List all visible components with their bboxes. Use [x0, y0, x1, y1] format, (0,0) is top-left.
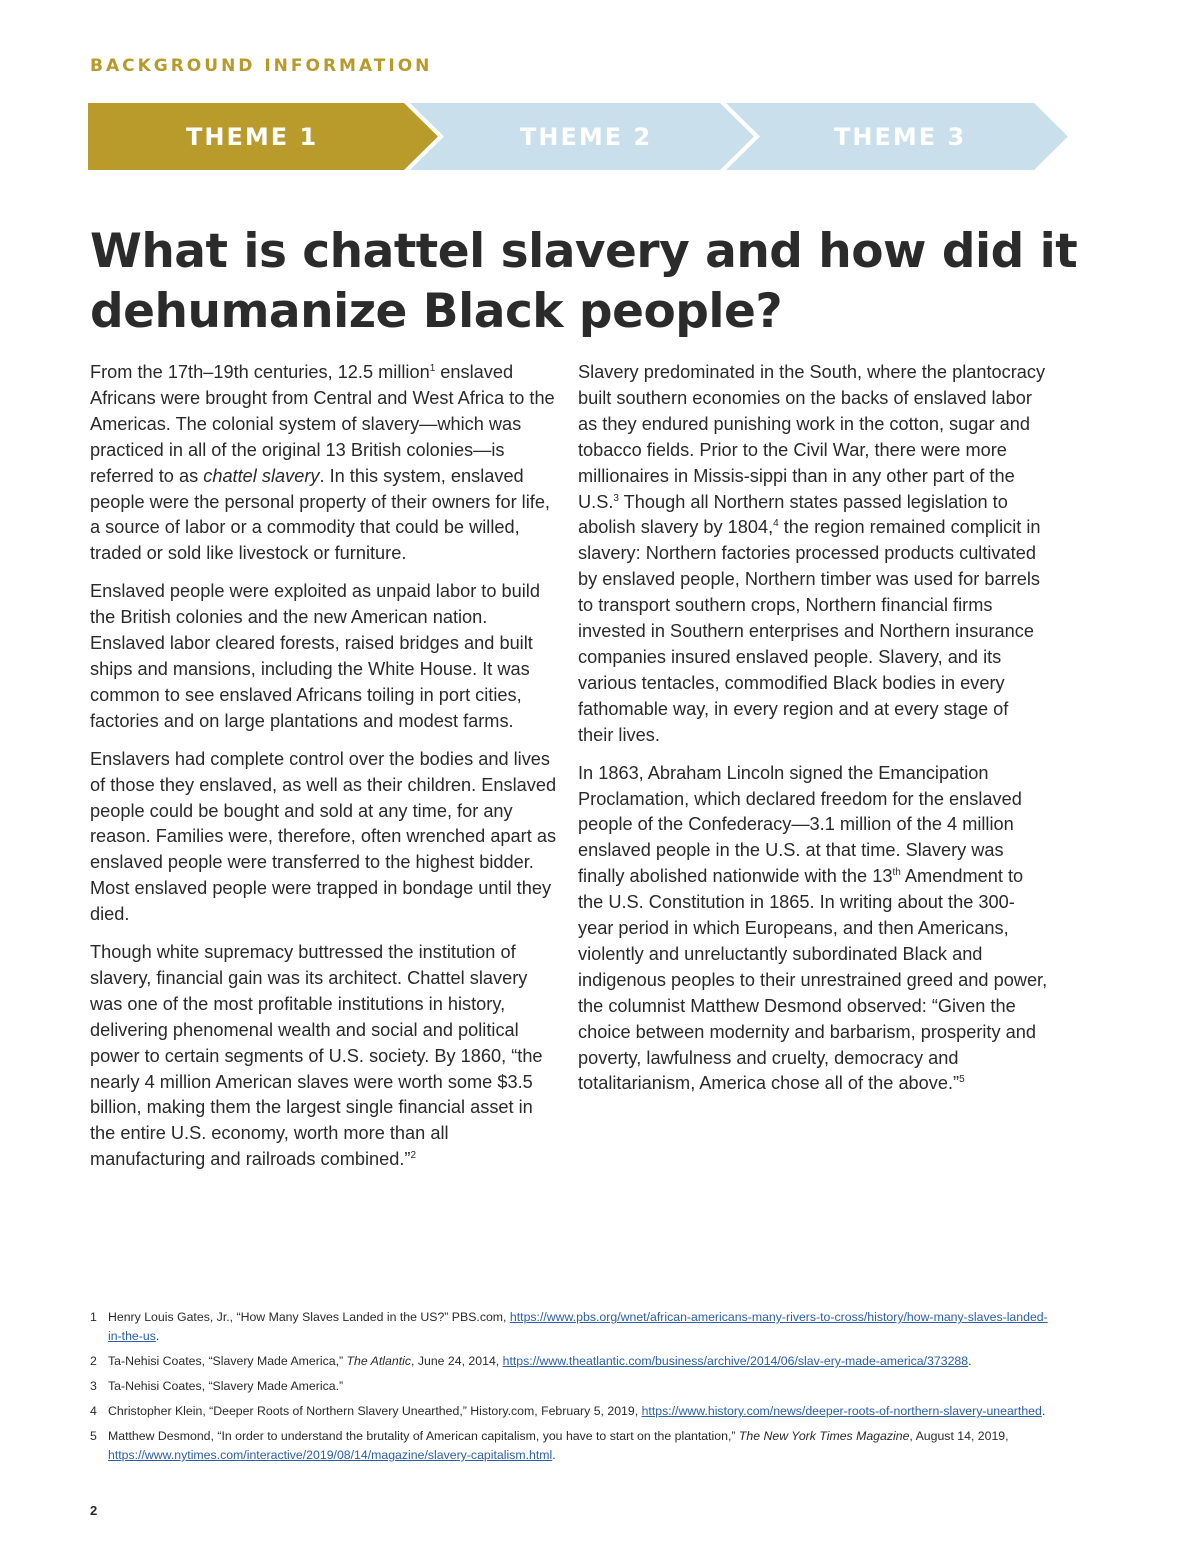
- paragraph: Slavery predominated in the South, where the plantocracy built southern economies on the backs of enslaved labor as they endured punishing work in the cotton, sugar and tobacco fields. Prior to the Civil War, there were more millionaires in Missis-sippi than in any other part of the U.S.$^3$ Though all Northern states passed legislation to abolish slavery by 1804,$^4$ the region remained complicit in slavery: Northern factories processed products cultivated by enslaved people, Northern timber was used for barrels to transport southern crops, Northern financial firms invested in Southern enterprises and Northern insurance companies insured enslaved people. Slavery, and its various tentacles, commodified Black bodies in every fathomable way, in every region and at every stage of their lives.: [578, 362, 1046, 745]
- footnote-link[interactable]: https://www.history.com/news/deeper-roots-of-northern-slavery-unearthed: [641, 1404, 1042, 1418]
- footnote-item: 5 Matthew Desmond, “In order to understand the brutality of American capitalism, you have to start on the plantation,” The New York Times Magazine, August 14, 2019, https://www.nytimes.com/interactive/2019/08/14/magazine/slavery-capitalism.html.: [90, 1429, 1009, 1462]
- footnote-ref[interactable]: 1: [429, 362, 436, 374]
- page-number: 2: [90, 1503, 98, 1518]
- theme-2-label[interactable]: THEME 2: [520, 123, 653, 151]
- footnote-ref[interactable]: 2: [410, 1150, 417, 1162]
- paragraph: From the 17th–19th centuries, 12.5 million$^1$ enslaved Africans were brought from Central and West Africa to the Americas. The colonial system of slavery—which was practiced in all of the original 13 British colonies—is referred to as chattel slavery. In this system, enslaved people were the personal property of their owners for life, a source of labor or a commodity that could be willed, traded or sold like livestock or furniture.: [90, 362, 555, 564]
- footnote-item: 2 Ta-Nehisi Coates, “Slavery Made America,” The Atlantic, June 24, 2014, https://www.theatlantic.com/business/archive/2014/06/slav-ery-made-america/373288.: [90, 1354, 972, 1368]
- paragraph: Though white supremacy buttressed the institution of slavery, financial gain was its architect. Chattel slavery was one of the most profitable institutions in history, delivering phenomenal wealth and social and political power to certain segments of U.S. society. By 1860, “the nearly 4 million American slaves were worth some $3.5 billion, making them the largest single financial asset in the entire U.S. economy, worth more than all manufacturing and railroads combined.”$^2$: [90, 942, 543, 1170]
- footnote-link[interactable]: https://www.theatlantic.com/business/archive/2014/06/slav-ery-made-america/373288: [502, 1354, 969, 1368]
- footnote-link[interactable]: https://www.nytimes.com/interactive/2019/08/14/magazine/slavery-capitalism.html: [108, 1448, 553, 1462]
- paragraph: Enslaved people were exploited as unpaid labor to build the British colonies and the new American nation. Enslaved labor cleared forests, raised bridges and built ships and mansions, including the White House. It was common to see enslaved Africans toiling in port cities, factories and on large plantations and modest farms.: [90, 581, 540, 731]
- footnote-ref[interactable]: 3: [613, 492, 619, 504]
- footnote-item: 1 Henry Louis Gates, Jr., “How Many Slaves Landed in the US?” PBS.com, https://www.pbs.org/wnet/african-americans-many-rivers-to-cross/history/how-many-slaves-landed-in-the-us.: [90, 1310, 1048, 1343]
- section-eyebrow: BACKGROUND INFORMATION: [90, 56, 433, 76]
- theme-chevron-nav: [88, 103, 1078, 170]
- footnote-ref[interactable]: 4: [773, 518, 779, 530]
- paragraph: Enslavers had complete control over the bodies and lives of those they enslaved, as well as their children. Enslaved people could be bought and sold at any time, for any reason. Families were, therefore, often wrenched apart as enslaved people were transferred to the highest bidder. Most enslaved people were trapped in bondage until they died.: [90, 748, 557, 925]
- theme-1-label[interactable]: THEME 1: [186, 123, 319, 151]
- footnote-item: 4 Christopher Klein, “Deeper Roots of Northern Slavery Unearthed,” History.com, February 5, 2019, https://www.history.com/news/deeper-roots-of-northern-slavery-unearthed.: [90, 1404, 1046, 1418]
- footnote-link[interactable]: https://www.pbs.org/wnet/african-americans-many-rivers-to-cross/history/how-many-slaves-landed-in-the-us: [108, 1310, 1048, 1343]
- footnotes: [90, 1308, 1050, 1471]
- right-column: [578, 360, 1048, 1109]
- footnote-item: 3 Ta-Nehisi Coates, “Slavery Made America.”: [90, 1379, 344, 1393]
- footnote-ref[interactable]: 5: [959, 1074, 965, 1086]
- theme-3-label[interactable]: THEME 3: [834, 123, 967, 151]
- paragraph: In 1863, Abraham Lincoln signed the Emancipation Proclamation, which declared freedom for the enslaved people of the Confederacy—3.1 million of the 4 million enslaved people in the U.S. at that time. Slavery was finally abolished nationwide with the 13th Amendment to the U.S. Constitution in 1865. In writing about the 300-year period in which Europeans, and then Americans, violently and unreluctantly subordinated Black and indigenous peoples to their unrestrained greed and power, the columnist Matthew Desmond observed: “Given the choice between modernity and barbarism, prosperity and poverty, lawfulness and cruelty, democracy and totalitarianism, America chose all of the above.”$^5$: [578, 762, 1048, 1094]
- left-column: [90, 360, 560, 1185]
- page-title: What is chattel slavery and how did it dehumanize Black people?: [90, 224, 1078, 339]
